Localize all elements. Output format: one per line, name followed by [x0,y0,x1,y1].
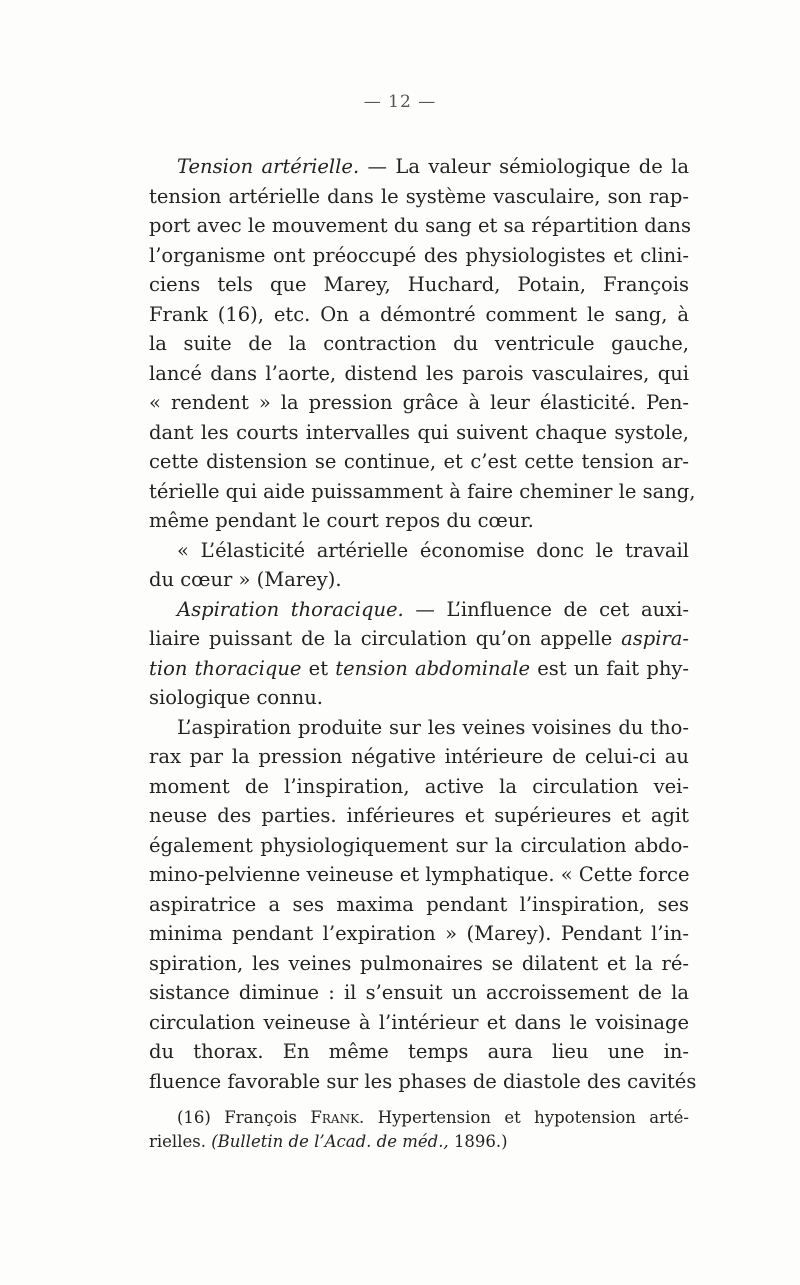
text-line: la suite de la contraction du ventricule gauche, [149,332,689,355]
text-line: rax par la pression négative intérieure de celui-ci au [149,745,689,768]
text-line: Frank (16), etc. On a démontré comment le sang, à [149,302,689,326]
footnote-line: rielles. (Bulletin de l’Acad. de méd., 1896.) [149,1132,508,1151]
section-heading-aspiration: Aspiration thoracique. [177,597,404,621]
text-line: également physiologiquement sur la circulation abdo- [149,833,689,857]
text-line: minima pendant l’expiration » (Marey). Pendant l’in- [149,922,689,945]
text-line: neuse des parties. inférieures et supérieures et agit [149,804,689,827]
text-line: sistance diminue : il s’ensuit un accroissement de la [149,981,689,1004]
text-line: fluence favorable sur les phases de diastole des cavités [149,1069,697,1093]
footnote-line: (16) François Frank. Hypertension et hypotension arté- [177,1108,689,1127]
footnote-number: (16) [177,1108,211,1127]
text-line: tension artérielle dans le système vasculaire, son rap- [149,184,689,208]
text-line: du thorax. En même temps aura lieu une in- [149,1040,689,1063]
text-line: tion thoracique et tension abdominale est un fait phy- [149,656,689,680]
text-line: lancé dans l’aorte, distend les parois vasculaires, qui [149,361,689,385]
footnote [149,1106,689,1154]
text-line: liaire puissant de la circulation qu’on appelle aspira- [149,627,690,650]
text-line: circulation veineuse à l’intérieur et dans le voisinage [149,1010,689,1034]
text-line: Aspiration thoracique. — L’influence de cet auxi- [177,597,689,621]
text-line: Tension artérielle. — La valeur sémiologique de la [177,155,690,178]
text-line: dant les courts intervalles qui suivent chaque systole, [149,420,689,444]
text-line: spiration, les veines pulmonaires se dilatent et la ré- [149,951,689,975]
page-number: — 12 — [363,92,437,112]
text-line: cette distension se continue, et c’est cette tension ar- [149,450,689,473]
text-line: mino-pelvienne veineuse et lymphatique. « Cette force [149,863,690,886]
text-line: port avec le mouvement du sang et sa répartition dans [149,214,691,237]
text-line: aspiratrice a ses maxima pendant l’inspiration, ses [149,892,689,916]
section-heading-tension: Tension artérielle. [177,155,360,178]
text-line: du cœur » (Marey). [149,568,342,591]
text-line: moment de l’inspiration, active la circulation vei- [149,774,689,798]
text-line: même pendant le court repos du cœur. [149,509,534,532]
text-line: L’aspiration produite sur les veines voisines du tho- [177,715,689,739]
text-line: siologique connu. [149,686,323,709]
text-line: « L’élasticité artérielle économise donc le travail [177,538,689,562]
text-line: l’organisme ont préoccupé des physiologistes et clini- [149,243,689,267]
text-line: térielle qui aide puissamment à faire cheminer le sang, [149,479,696,503]
body-text [149,152,697,1096]
text-line: ciens tels que Marey, Huchard, Potain, François [149,273,689,296]
text-line: « rendent » la pression grâce à leur élasticité. Pen- [149,391,689,414]
